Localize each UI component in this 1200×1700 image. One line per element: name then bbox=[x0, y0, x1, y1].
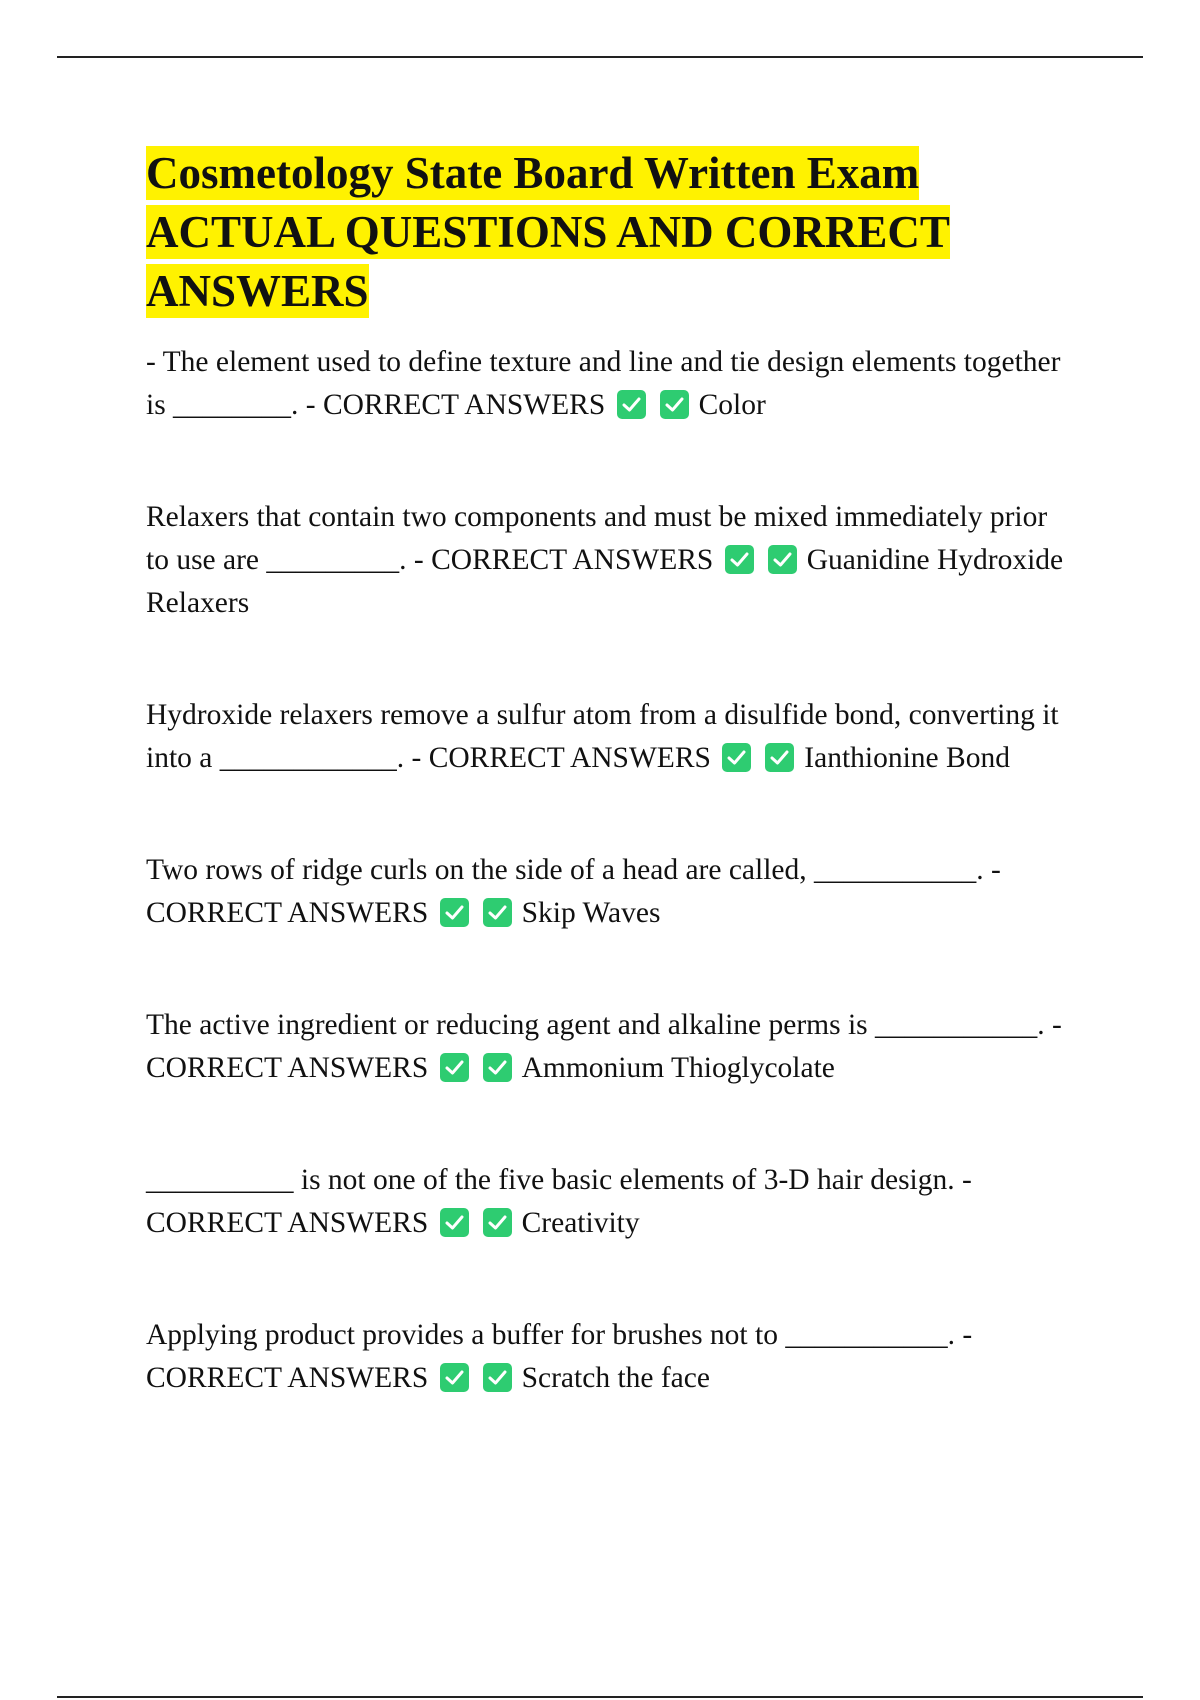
check-mark-icon bbox=[440, 1363, 469, 1392]
qa-item bbox=[146, 1004, 1066, 1090]
answer-marker: CORRECT ANSWERS bbox=[431, 544, 714, 576]
qa-item bbox=[146, 1159, 1066, 1245]
question-text: __________ is not one of the five basic elements of 3-D hair design. - bbox=[146, 1164, 972, 1196]
answer-marker: CORRECT ANSWERS bbox=[146, 1362, 429, 1394]
qa-item bbox=[146, 849, 1066, 935]
bottom-rule bbox=[57, 1696, 1143, 1698]
page-title: Cosmetology State Board Written Exam ACTUAL QUESTIONS AND CORRECT ANSWERS bbox=[146, 148, 950, 316]
check-mark-icon bbox=[440, 1053, 469, 1082]
answer-marker: CORRECT ANSWERS bbox=[146, 897, 429, 929]
qa-item bbox=[146, 496, 1066, 625]
answer-marker: CORRECT ANSWERS bbox=[323, 389, 606, 421]
check-mark-icon bbox=[483, 1208, 512, 1237]
answer-text: Creativity bbox=[521, 1207, 640, 1239]
top-rule bbox=[57, 56, 1143, 58]
check-mark-icon bbox=[483, 1053, 512, 1082]
question-text: Relaxers that contain two components and must be mixed immediately prior to use are _________. - bbox=[146, 501, 1048, 576]
answer-text: Color bbox=[698, 389, 766, 421]
answer-marker: CORRECT ANSWERS bbox=[146, 1207, 429, 1239]
check-mark-icon bbox=[483, 898, 512, 927]
question-text: Applying product provides a buffer for brushes not to ___________. - bbox=[146, 1319, 973, 1351]
question-text: - The element used to define texture and line and tie design elements together is ________. - bbox=[146, 346, 1061, 421]
qa-item bbox=[146, 341, 1066, 427]
answer-text: Guanidine Hydroxide Relaxers bbox=[146, 544, 1064, 619]
answer-text: Ammonium Thioglycolate bbox=[521, 1052, 835, 1084]
qa-item bbox=[146, 694, 1066, 780]
check-mark-icon bbox=[617, 390, 646, 419]
check-mark-icon bbox=[725, 545, 754, 574]
document-body bbox=[146, 144, 1066, 1400]
qa-item bbox=[146, 1314, 1066, 1400]
check-mark-icon bbox=[483, 1363, 512, 1392]
check-mark-icon bbox=[722, 743, 751, 772]
check-mark-icon bbox=[440, 1208, 469, 1237]
check-mark-icon bbox=[768, 545, 797, 574]
answer-marker: CORRECT ANSWERS bbox=[428, 742, 711, 774]
question-text: Two rows of ridge curls on the side of a head are called, ___________. - bbox=[146, 854, 1001, 886]
question-text: Hydroxide relaxers remove a sulfur atom from a disulfide bond, converting it into a ____________. - bbox=[146, 699, 1059, 774]
check-mark-icon bbox=[765, 743, 794, 772]
answer-text: Scratch the face bbox=[521, 1362, 710, 1394]
question-text: The active ingredient or reducing agent and alkaline perms is ___________. - bbox=[146, 1009, 1062, 1041]
answer-text: Skip Waves bbox=[521, 897, 661, 929]
check-mark-icon bbox=[660, 390, 689, 419]
check-mark-icon bbox=[440, 898, 469, 927]
answer-marker: CORRECT ANSWERS bbox=[146, 1052, 429, 1084]
answer-text: Ianthionine Bond bbox=[804, 742, 1010, 774]
qa-list bbox=[146, 341, 1066, 1400]
